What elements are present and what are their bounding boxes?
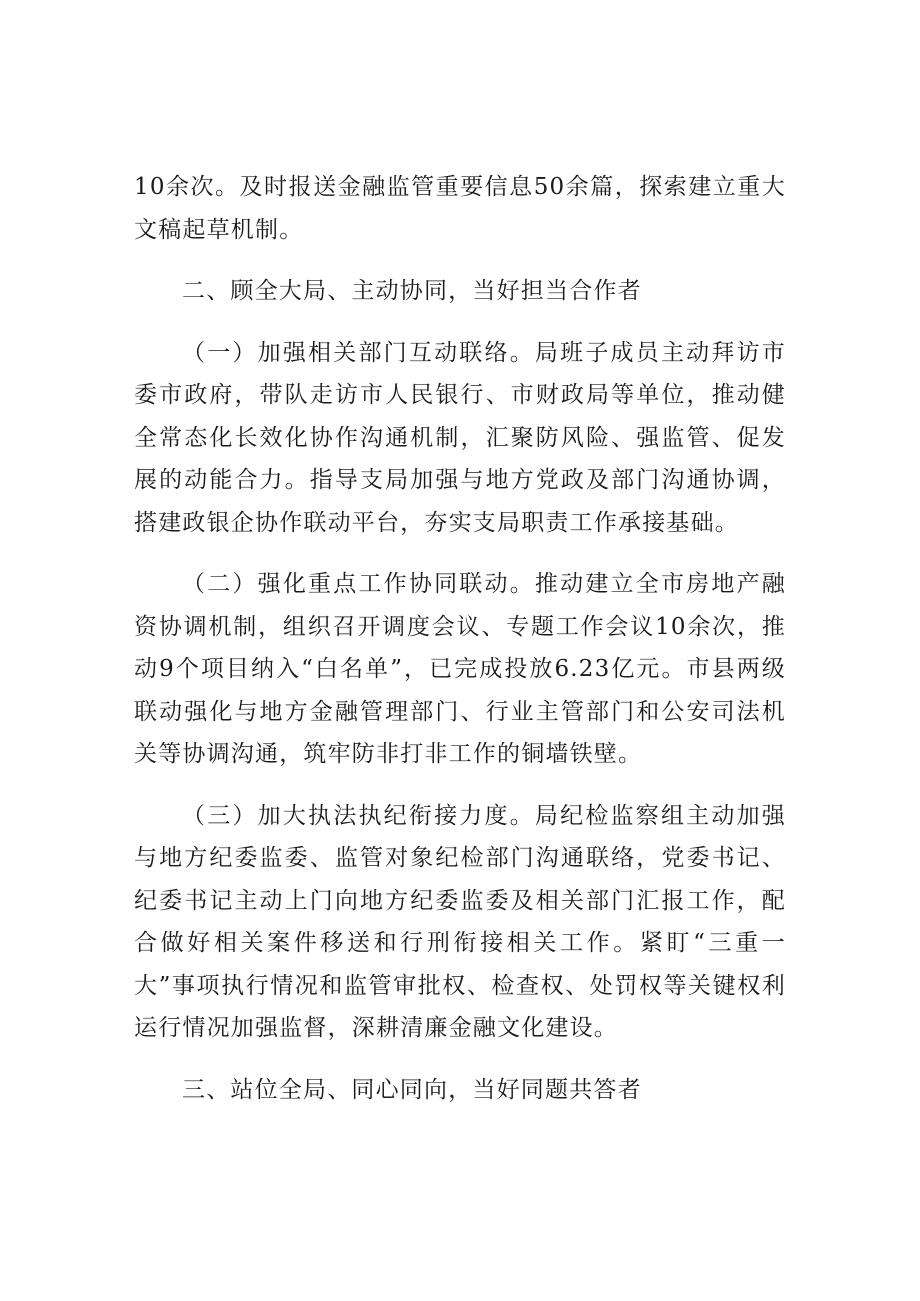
document-body	[134, 166, 786, 1130]
section-heading-3: 三、站位全局、同心同向，当好同题共答者	[182, 1076, 642, 1103]
paragraph-sub-1: （一）加强相关部门互动联络。局班子成员主动拜访市委市政府，带队走访市人民银行、市财政局等单位，推动健全常态化长效化协作沟通机制，汇聚防风险、强监管、促发展的动能合力。指导支局加强与地方党政及部门沟通协调，搭建政银企协作联动平台，夯实支局职责工作承接基础。	[134, 339, 786, 536]
section-heading-2: 二、顾全大局、主动协同，当好担当合作者	[182, 278, 642, 304]
paragraph-sub-2: （二）强化重点工作协同联动。推动建立全市房地产融资协调机制，组织召开调度会议、专题工作会议10余次，推动9个项目纳入“白名单”，已完成投放6.23亿元。市县两级联动强化与地方金融管理部门、行业主管部门和公安司法机关等协调沟通，筑牢防非打非工作的铜墙铁壁。	[134, 571, 786, 767]
paragraph-sub-3: （三）加大执法执纪衔接力度。局纪检监察组主动加强与地方纪委监委、监管对象纪检部门沟通联络，党委书记、纪委书记主动上门向地方纪委监委及相关部门汇报工作，配合做好相关案件移送和行刑衔接相关工作。紧盯“三重一大”事项执行情况和监管审批权、检查权、处罚权等关键权利运行情况加强监督，深耕清廉金融文化建设。	[134, 802, 786, 1041]
paragraph-continuation: 10余次。及时报送金融监管重要信息50余篇，探索建立重大文稿起草机制。	[134, 174, 786, 243]
